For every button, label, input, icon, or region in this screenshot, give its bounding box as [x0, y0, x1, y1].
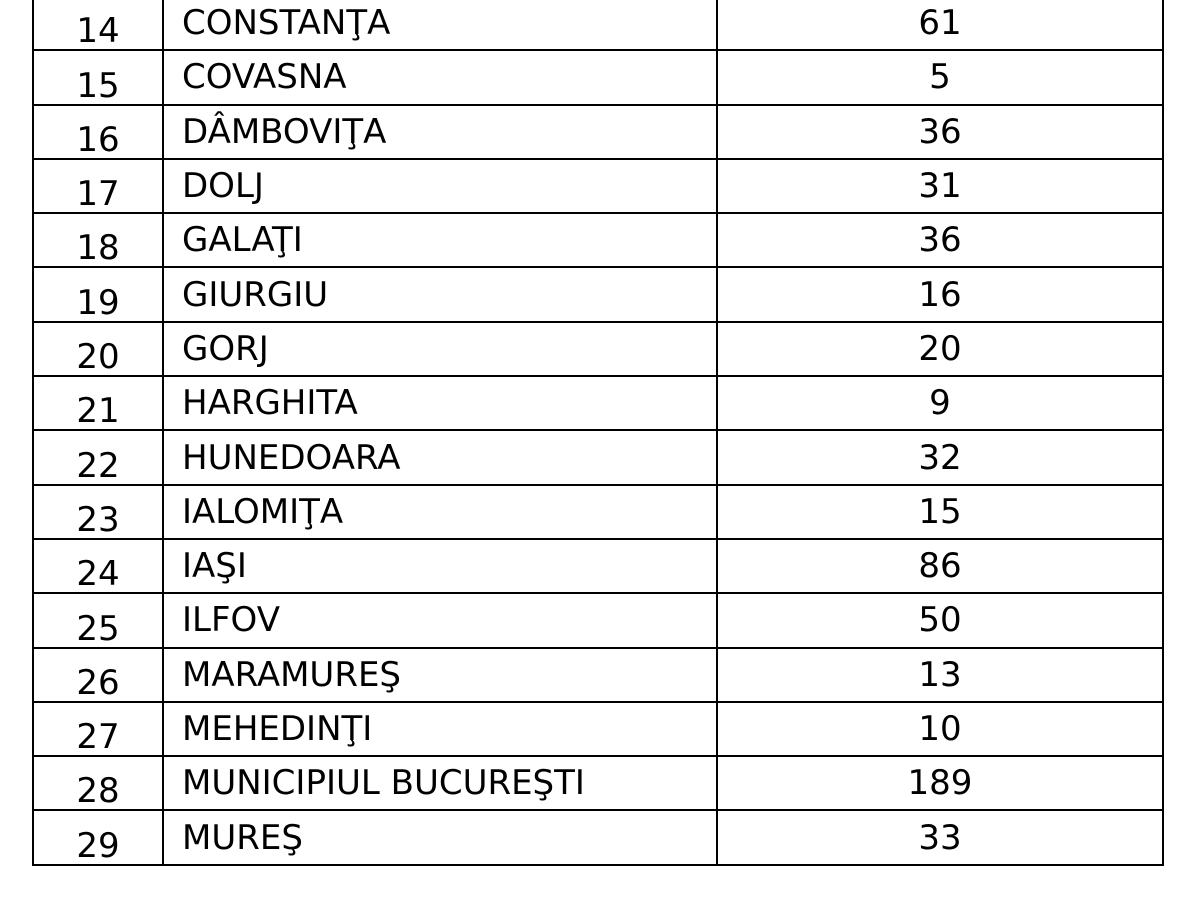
- row-number-cell: [33, 105, 163, 159]
- count-value: 50: [918, 600, 962, 641]
- row-number: 20: [76, 337, 120, 377]
- value-cell: [717, 810, 1163, 864]
- count-value: 189: [907, 763, 973, 804]
- county-table: [32, 0, 1164, 866]
- table-row: [33, 159, 1163, 213]
- row-number-cell: [33, 756, 163, 810]
- value-cell: [717, 376, 1163, 430]
- table-row: [33, 267, 1163, 321]
- row-number-cell: [33, 593, 163, 647]
- row-number: 27: [76, 717, 120, 757]
- count-value: 32: [918, 437, 962, 478]
- row-number: 21: [76, 391, 120, 431]
- county-name-cell: [163, 0, 717, 50]
- row-number: 29: [76, 825, 120, 865]
- row-number: 19: [76, 282, 120, 322]
- row-number: 14: [76, 11, 120, 51]
- value-cell: [717, 702, 1163, 756]
- county-name-cell: [163, 539, 717, 593]
- county-name: IALOMIŢA: [182, 491, 344, 532]
- county-name-cell: [163, 430, 717, 484]
- value-cell: [717, 0, 1163, 50]
- table-row: [33, 810, 1163, 864]
- table-row: [33, 105, 1163, 159]
- value-cell: [717, 593, 1163, 647]
- county-name-cell: [163, 485, 717, 539]
- row-number: 22: [76, 445, 120, 485]
- county-name: COVASNA: [182, 57, 347, 98]
- count-value: 13: [918, 654, 962, 695]
- value-cell: [717, 756, 1163, 810]
- value-cell: [717, 213, 1163, 267]
- row-number: 26: [76, 662, 120, 702]
- value-cell: [717, 485, 1163, 539]
- row-number-cell: [33, 430, 163, 484]
- count-value: 36: [918, 111, 962, 152]
- row-number-cell: [33, 702, 163, 756]
- row-number-cell: [33, 322, 163, 376]
- row-number: 15: [76, 65, 120, 105]
- county-name-cell: [163, 159, 717, 213]
- table-row: [33, 702, 1163, 756]
- county-name-cell: [163, 213, 717, 267]
- county-name: DÂMBOVIŢA: [182, 111, 387, 152]
- county-name: MUREŞ: [182, 817, 303, 858]
- row-number-cell: [33, 485, 163, 539]
- row-number-cell: [33, 810, 163, 864]
- county-name-cell: [163, 702, 717, 756]
- table-row: [33, 593, 1163, 647]
- count-value: 9: [929, 383, 951, 424]
- row-number-cell: [33, 159, 163, 213]
- county-name: DOLJ: [182, 166, 264, 207]
- county-name: GIURGIU: [182, 274, 329, 315]
- count-value: 10: [918, 709, 962, 749]
- value-cell: [717, 105, 1163, 159]
- value-cell: [717, 648, 1163, 702]
- table-row: [33, 213, 1163, 267]
- value-cell: [717, 322, 1163, 376]
- table-row: [33, 0, 1163, 50]
- county-name: CONSTANŢA: [182, 3, 391, 44]
- value-cell: [717, 159, 1163, 213]
- count-value: 86: [918, 546, 962, 587]
- county-name-cell: [163, 810, 717, 864]
- county-table-body: [33, 0, 1163, 865]
- county-name-cell: [163, 593, 717, 647]
- count-value: 61: [918, 3, 962, 44]
- row-number-cell: [33, 539, 163, 593]
- count-value: 36: [918, 220, 962, 261]
- row-number-cell: [33, 213, 163, 267]
- count-value: 20: [918, 328, 962, 369]
- row-number-cell: [33, 648, 163, 702]
- count-value: 16: [918, 274, 962, 315]
- county-name: MARAMUREŞ: [182, 654, 402, 695]
- count-value: 5: [929, 57, 951, 98]
- row-number: 16: [76, 119, 120, 159]
- county-name: MEHEDINŢI: [182, 709, 373, 749]
- row-number: 18: [76, 228, 120, 268]
- table-row: [33, 539, 1163, 593]
- county-name-cell: [163, 267, 717, 321]
- county-name-cell: [163, 648, 717, 702]
- table-row: [33, 50, 1163, 104]
- county-name-cell: [163, 105, 717, 159]
- county-name: HARGHITA: [182, 383, 358, 424]
- value-cell: [717, 50, 1163, 104]
- table-row: [33, 756, 1163, 810]
- table-row: [33, 648, 1163, 702]
- row-number: 24: [76, 554, 120, 594]
- row-number: 17: [76, 174, 120, 214]
- county-name-cell: [163, 322, 717, 376]
- row-number-cell: [33, 50, 163, 104]
- row-number: 28: [76, 771, 120, 811]
- value-cell: [717, 430, 1163, 484]
- row-number-cell: [33, 376, 163, 430]
- county-name-cell: [163, 376, 717, 430]
- table-row: [33, 376, 1163, 430]
- county-name: MUNICIPIUL BUCUREŞTI: [182, 763, 585, 804]
- county-name: HUNEDOARA: [182, 437, 401, 478]
- county-name: GALAŢI: [182, 220, 303, 261]
- count-value: 15: [918, 491, 962, 532]
- county-name: IAŞI: [182, 546, 247, 587]
- row-number-cell: [33, 267, 163, 321]
- value-cell: [717, 267, 1163, 321]
- row-number: 23: [76, 499, 120, 539]
- count-value: 33: [918, 817, 962, 858]
- value-cell: [717, 539, 1163, 593]
- county-name-cell: [163, 756, 717, 810]
- row-number: 25: [76, 608, 120, 648]
- table-row: [33, 485, 1163, 539]
- count-value: 31: [918, 166, 962, 207]
- county-name: ILFOV: [182, 600, 280, 641]
- row-number-cell: [33, 0, 163, 50]
- table-row: [33, 430, 1163, 484]
- county-name: GORJ: [182, 328, 269, 369]
- table-row: [33, 322, 1163, 376]
- county-name-cell: [163, 50, 717, 104]
